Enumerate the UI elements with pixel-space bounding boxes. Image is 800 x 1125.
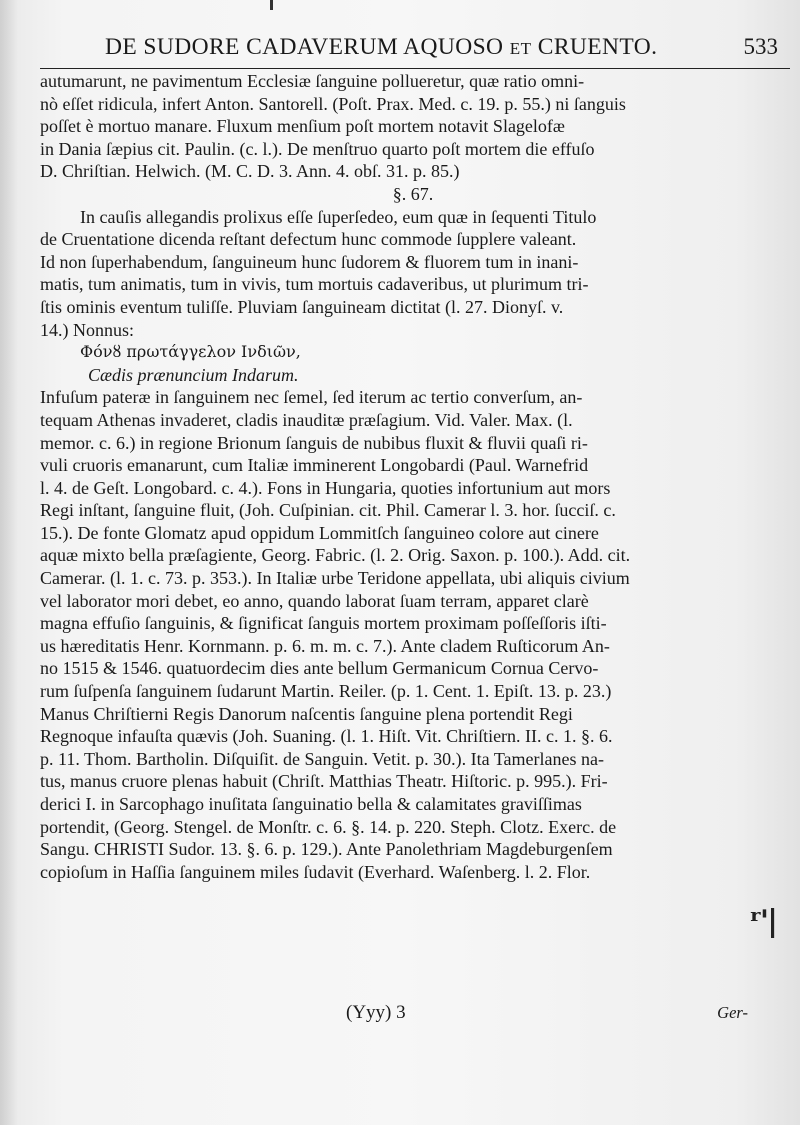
text-line: aquæ mixto bella præſagiente, Georg. Fabric. (l. 2. Orig. Saxon. p. 100.). Add. cit. (40, 545, 631, 566)
text-line: p. 11. Thom. Bartholin. Diſquiſit. de Sanguin. Vetit. p. 30.). Ita Tamerlanes na- (40, 748, 604, 769)
page-header (80, 30, 780, 70)
text-line: Regnoque infauſta quævis (Joh. Suaning. (l. 1. Hiſt. Vit. Chriſtiern. II. c. 1. §. 6. (40, 726, 613, 747)
text-line: vuli cruoris emanarunt, cum Italiæ imminerent Longobardi (Paul. Warnefrid (40, 455, 589, 476)
text-line: in Dania ſæpius cit. Paulin. (c. l.). De menſtruo quarto poſt mortem die effuſo (40, 138, 595, 159)
text-line: tequam Athenas invaderet, cladis inauditæ præſagium. Vid. Valer. Max. (l. (40, 409, 573, 430)
text-line: copioſum in Haſſia ſanguinem miles ſudavit (Everhard. Waſenberg. l. 2. Flor. (40, 861, 591, 882)
text-line: no 1515 & 1546. quatuordecim dies ante bellum Germanicum Cornua Cervo- (40, 658, 599, 679)
header-rule (40, 68, 790, 69)
signature-mark: (Yyy) 3 (346, 1002, 406, 1023)
text-line: autumarunt, ne pavimentum Ecclesiæ ſanguine pollueretur, quæ ratio omni- (40, 71, 585, 91)
page-footer (40, 1002, 746, 1032)
page-number: 533 (743, 34, 778, 59)
text-line: portendit, (Georg. Stengel. de Monſtr. c. 6. §. 14. p. 220. Steph. Clotz. Exerc. de (40, 816, 617, 837)
running-head-end: CRUENTO. (537, 34, 658, 60)
text-line: Infuſum pateræ in ſanguinem nec ſemel, ſed iterum ac tertio converſum, an- (40, 387, 583, 408)
text-line: Camerar. (l. 1. c. 73. p. 353.). In Italiæ urbe Teridone appellata, ubi aliquis civium (40, 568, 630, 589)
text-line: 15.). De fonte Glomatz apud oppidum Lommitſch ſanguineo colore aut cinere (40, 522, 599, 543)
binding-mark (270, 0, 273, 10)
text-line: ſtis ominis eventum tuliſſe. Pluviam ſanguineam dictitat (l. 27. Dionyſ. v. (40, 296, 564, 317)
text-line: Id non ſuperhabendum, ſanguineum hunc ſudorem & fluorem tum in inani- (40, 251, 579, 272)
running-head-main: DE SUDORE CADAVERUM AQUOSO (105, 34, 504, 60)
text-line: Sangu. CHRISTI Sudor. 13. §. 6. p. 129.). Ante Panolethriam Magdeburgenſem (40, 839, 613, 860)
latin-translation: Cædis prænuncium Indarum. (88, 364, 299, 385)
text-line: de Cruentatione dicenda reſtant defectum hunc commode ſupplere valeant. (40, 229, 577, 250)
running-head-et: ET (509, 39, 532, 58)
text-line: Regi inſtant, ſanguine fluit, (Joh. Cuſpinian. cit. Phil. Camerar l. 3. hor. ſucciſ. c. (40, 500, 616, 521)
text-line: us hæreditatis Henr. Kornmann. p. 6. m. m. c. 7.). Ante cladem Ruſticorum An- (40, 635, 610, 656)
text-line: vel laborator mori debet, eo anno, quando laborat ſuam terram, apparet clarè (40, 590, 589, 611)
text-line: matis, tum animatis, tum in vivis, tum mortuis cadaveribus, ut plurimum tri- (40, 274, 589, 295)
text-line: poſſet è mortuo manare. Fluxum menſium poſt mortem notavit Slagelofæ (40, 116, 565, 137)
text-line: D. Chriſtian. Helwich. (M. C. D. 3. Ann. 4. obſ. 31. p. 85.) (40, 161, 460, 182)
section-number: §. 67. (392, 183, 434, 204)
text-line: 14.) Nonnus: (40, 319, 134, 340)
text-line: l. 4. de Geſt. Longobard. c. 4.). Fons in Hungaria, quoties infortunium aut mors (40, 477, 611, 498)
margin-ink-mark: ʳ'| (749, 904, 776, 939)
text-line: Manus Chriſtierni Regis Danorum naſcentis ſanguine plena portendit Regi (40, 703, 573, 724)
text-line: In cauſis allegandis prolixus eſſe ſuperſedeo, eum quæ in ſequenti Titulo (80, 206, 597, 227)
text-line: rum ſuſpenſa ſanguinem ſudarunt Martin. Reiler. (p. 1. Cent. 1. Epiſt. 13. p. 23.) (40, 681, 612, 702)
text-line: nò eſſet ridicula, infert Anton. Santorell. (Poſt. Prax. Med. c. 19. p. 55.) ni ſanguis (40, 93, 626, 114)
page-body (40, 70, 746, 883)
greek-quote: Φόνȣ πρωτάγγελον Ινδιῶν, (80, 342, 301, 362)
running-head (105, 34, 657, 61)
text-line: magna effuſio ſanguinis, & ſignificat ſanguis mortem proximam poſſeſſoris iſti- (40, 613, 607, 634)
text-line: tus, manus cruore plenas habuit (Chriſt. Matthias Theatr. Hiſtoric. p. 995.). Fri- (40, 771, 608, 792)
text-line: memor. c. 6.) in regione Brionum ſanguis de nubibus fluxit & fluvii quaſi ri- (40, 432, 588, 453)
text-line: derici I. in Sarcophago inuſitata ſanguinatio bella & calamitates graviſſimas (40, 794, 582, 814)
catchword: Ger- (717, 1003, 748, 1022)
